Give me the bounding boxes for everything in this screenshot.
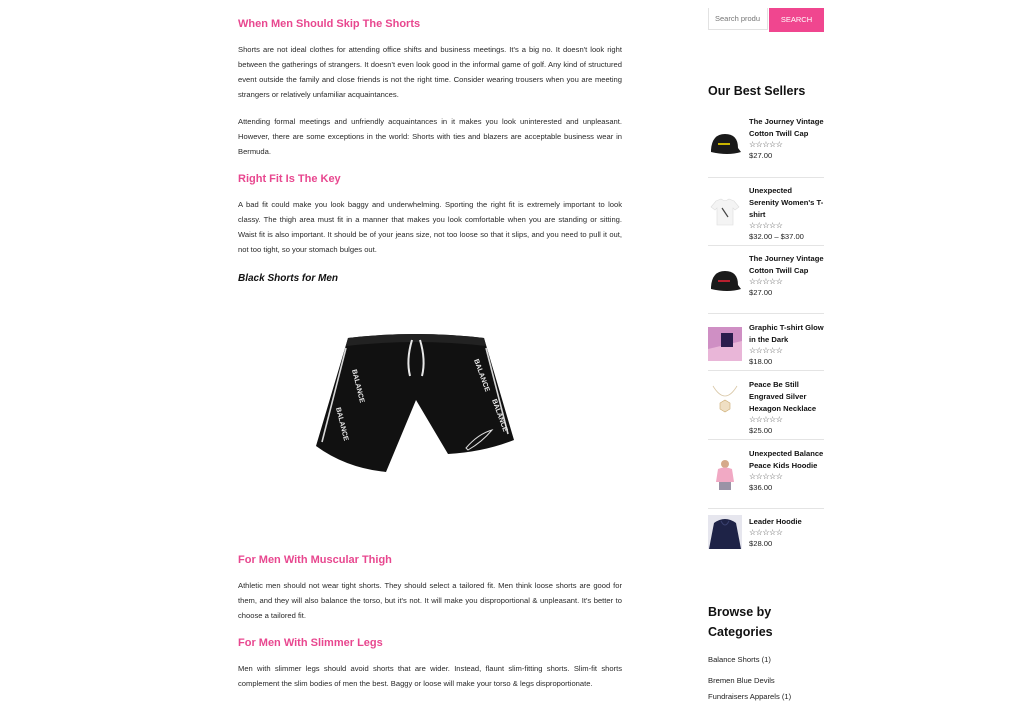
- category-link-balance-shorts[interactable]: Balance Shorts (1): [708, 655, 771, 664]
- shorts-brand-right: BALANCE: [472, 358, 491, 393]
- star-rating: ☆☆☆☆☆: [749, 415, 783, 424]
- hoodie-thumbnail[interactable]: [708, 515, 742, 549]
- shorts-brand-left-lower: BALANCE: [334, 406, 350, 442]
- cap-thumbnail[interactable]: [708, 263, 742, 297]
- product-name-link[interactable]: Leader Hoodie: [749, 517, 802, 526]
- kids-hoodie-thumbnail[interactable]: [708, 458, 742, 492]
- product-name-link[interactable]: The Journey Vintage Cotton Twill Cap: [749, 254, 824, 275]
- star-rating: ☆☆☆☆☆: [749, 277, 783, 286]
- browse-categories-title: Browse by Categories: [708, 605, 773, 639]
- divider: [708, 370, 824, 371]
- search-button[interactable]: SEARCH: [769, 8, 824, 32]
- divider: [708, 245, 824, 246]
- product-price: $32.00 – $37.00: [749, 232, 804, 241]
- paragraph-muscular-thigh: Athletic men should not wear tight shorts. They should select a tailored fit. Men think loose shorts are good for them, and they will also balance the torso, but it's not. It will make you disproportional & unpleasant. It's better to choose a tailored fit.: [238, 581, 622, 620]
- product-name-link[interactable]: Unexpected Serenity Women's T-shirt: [749, 186, 824, 219]
- product-name-link[interactable]: The Journey Vintage Cotton Twill Cap: [749, 117, 824, 138]
- product-price: $18.00: [749, 357, 773, 366]
- star-rating: ☆☆☆☆☆: [749, 472, 783, 481]
- star-rating: ☆☆☆☆☆: [749, 140, 783, 149]
- star-rating: ☆☆☆☆☆: [749, 528, 783, 537]
- product-price: $27.00: [749, 288, 773, 297]
- black-shorts-image: [316, 330, 516, 476]
- category-link-fundraisers-apparels[interactable]: Fundraisers Apparels (1): [708, 692, 792, 701]
- star-rating: ☆☆☆☆☆: [749, 221, 783, 230]
- product-price: $36.00: [749, 483, 773, 492]
- product-price: $27.00: [749, 151, 773, 160]
- paragraph-skip-shorts-1: Shorts are not ideal clothes for attending office shifts and business meetings. It's a big no. It doesn't look right between the gatherings of strangers. It doesn't even look good in the informal game of golf. Any kind of structured event outside the family and close friends is not the right time. Consider wearing trousers when you are meeting strangers or relatively unfamiliar acquaintances.: [238, 45, 622, 99]
- paragraph-slimmer-legs: Men with slimmer legs should avoid shorts that are wider. Instead, flaunt slim-fitting shorts. Slim-fit shorts complement the slim bodies of men the best. Baggy or loose will make your torso & legs disproportionate.: [238, 664, 622, 688]
- best-sellers-title: Our Best Sellers: [708, 84, 806, 98]
- product-name-link[interactable]: Unexpected Balance Peace Kids Hoodie: [749, 449, 824, 470]
- necklace-thumbnail[interactable]: [708, 384, 742, 418]
- heading-skip-shorts: When Men Should Skip The Shorts: [238, 18, 421, 30]
- tshirt-thumbnail[interactable]: [708, 195, 742, 229]
- paragraph-right-fit: A bad fit could make you look baggy and underwhelming. Sporting the right fit is extremely important to look classy. The thigh area must fit in a manner that makes you look comfortable when you are standing or sitting. Waist fit is also important. It should be of your jeans size, not too loose so that it slips, and you need to pull it out, not too tight, so your stomach bulges out.: [238, 200, 622, 254]
- graphic-shirt-thumbnail[interactable]: [708, 327, 742, 361]
- product-price: $25.00: [749, 426, 773, 435]
- product-price: $28.00: [749, 539, 773, 548]
- shorts-brand-left: BALANCE: [350, 368, 366, 404]
- star-rating: ☆☆☆☆☆: [749, 346, 783, 355]
- product-search-input[interactable]: [708, 8, 768, 30]
- cap-thumbnail[interactable]: [708, 126, 742, 160]
- shorts-brand-right-lower: BALANCE: [490, 398, 509, 433]
- product-name-link[interactable]: Peace Be Still Engraved Silver Hexagon Necklace: [749, 380, 817, 413]
- divider: [708, 177, 824, 178]
- divider: [708, 508, 824, 509]
- heading-muscular-thigh: For Men With Muscular Thigh: [238, 554, 392, 566]
- divider: [708, 313, 824, 314]
- paragraph-skip-shorts-2: Attending formal meetings and unfriendly acquaintances in it makes you look uninterested and unpleasant. However, there are some exceptions in the world: Shorts with ties and blazers are acceptable business wear in Bermuda.: [238, 117, 622, 156]
- product-name-link[interactable]: Graphic T-shirt Glow in the Dark: [749, 323, 824, 344]
- divider: [708, 439, 824, 440]
- category-link-bremen-blue-devils[interactable]: Bremen Blue Devils: [708, 676, 775, 685]
- heading-slimmer-legs: For Men With Slimmer Legs: [238, 637, 383, 649]
- heading-black-shorts: Black Shorts for Men: [238, 273, 339, 284]
- heading-right-fit: Right Fit Is The Key: [238, 173, 341, 185]
